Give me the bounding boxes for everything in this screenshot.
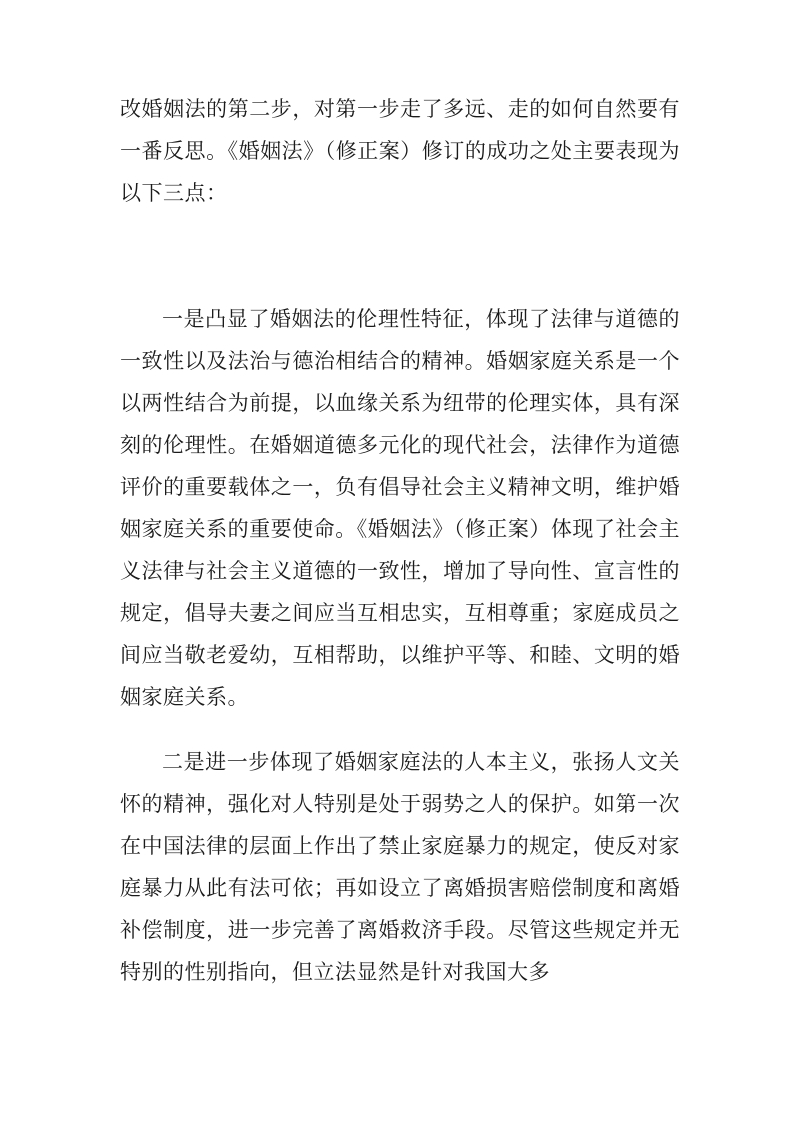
paragraph-point-two: 二是进一步体现了婚姻家庭法的人本主义，张扬人文关怀的精神，强化对人特别是处于弱势之人的保护。如第一次在中国法律的层面上作出了禁止家庭暴力的规定，使反对家庭暴力从此有法可依；再如设立了离婚损害赔偿制度和离婚补偿制度，进一步完善了离婚救济手段。尽管这些规定并无特别的性别指向，但立法显然是针对我国大多 bbox=[120, 750, 680, 984]
paragraph-continuation: 改婚姻法的第二步，对第一步走了多远、走的如何自然要有一番反思。《婚姻法》（修正案）修订的成功之处主要表现为以下三点： bbox=[120, 97, 680, 205]
paragraph-point-one: 一是凸显了婚姻法的伦理性特征，体现了法律与道德的一致性以及法治与德治相结合的精神。婚姻家庭关系是一个以两性结合为前提，以血缘关系为纽带的伦理实体，具有深刻的伦理性。在婚姻道德多元化的现代社会，法律作为道德评价的重要载体之一，负有倡导社会主义精神文明，维护婚姻家庭关系的重要使命。《婚姻法》（修正案）体现了社会主义法律与社会主义道德的一致性，增加了导向性、宣言性的规定，倡导夫妻之间应当互相忠实，互相尊重；家庭成员之间应当敬老爱幼，互相帮助，以维护平等、和睦、文明的婚姻家庭关系。 bbox=[120, 307, 680, 709]
